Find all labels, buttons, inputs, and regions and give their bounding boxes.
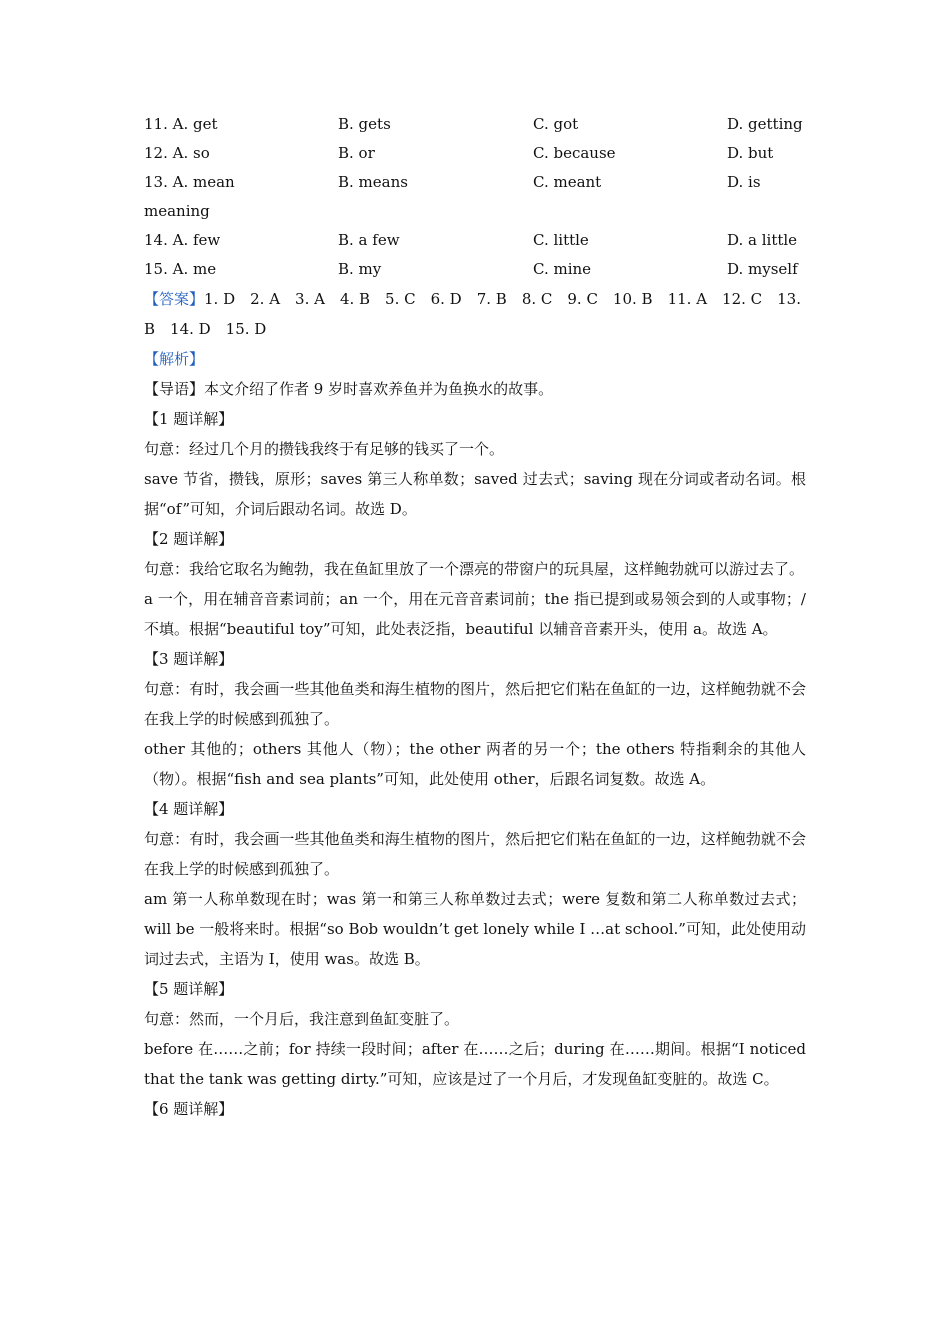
option-b: B. my: [338, 260, 382, 278]
detail-heading: 【4 题详解】: [144, 800, 234, 818]
option-a: 14. A. few: [144, 231, 221, 249]
option-c: C. got: [533, 115, 579, 133]
detail-2: [144, 524, 806, 644]
answer-line-1: 1. D 2. A 3. A 4. B 5. C 6. D 7. B 8. C 9. C 10. B 11. A 12. C 13.: [204, 290, 801, 308]
detail-sentence: 句意：有时，我会画一些其他鱼类和海生植物的图片，然后把它们粘在鱼缸的一边，这样鲍勃就不会在我上学的时候感到孤独了。: [144, 830, 806, 878]
detail-heading: 【2 题详解】: [144, 530, 234, 548]
answer-tag: 【答案】: [144, 290, 205, 308]
detail-sentence: 句意：有时，我会画一些其他鱼类和海生植物的图片，然后把它们粘在鱼缸的一边，这样鲍勃就不会在我上学的时候感到孤独了。: [144, 680, 806, 728]
answer-line-2: B 14. D 15. D: [144, 320, 267, 338]
detail-4: [144, 794, 806, 974]
option-d: D. getting: [727, 115, 803, 133]
option-d: D. myself: [727, 260, 798, 278]
detail-6-heading: 【6 题详解】: [144, 1100, 234, 1118]
option-c: C. little: [533, 231, 589, 249]
option-b: B. or: [338, 144, 375, 162]
answer-key-cont: [144, 314, 806, 344]
option-a: 15. A. me: [144, 260, 217, 278]
option-a: 12. A. so: [144, 144, 210, 162]
detail-explanation: a 一个，用在辅音音素词前；an 一个，用在元音音素词前；the 指已提到或易领会到的人或事物；/不填。根据“beautiful toy”可知，此处表泛指，beautiful 以辅音音素开头，使用 a。故选 A。: [144, 590, 806, 638]
question-13-wrap: [144, 197, 806, 226]
question-14: [144, 226, 806, 255]
option-c: C. mine: [533, 260, 592, 278]
answer-key: [144, 284, 806, 314]
detail-sentence: 句意：我给它取名为鲍勃，我在鱼缸里放了一个漂亮的带窗户的玩具屋，这样鲍勃就可以游过去了。: [144, 560, 805, 578]
detail-explanation: am 第一人称单数现在时；was 第一和第三人称单数过去式；were 复数和第二人称单数过去式；will be 一般将来时。根据“so Bob wouldn’t get lonely while I …at school.”可知，此处使用动词过去式，主语为 I，使用 was。故选 B。: [144, 890, 806, 968]
detail-sentence: 句意：然而，一个月后，我注意到鱼缸变脏了。: [144, 1010, 460, 1028]
question-11: [144, 110, 806, 139]
detail-heading: 【3 题详解】: [144, 650, 234, 668]
option-b: B. means: [338, 173, 408, 191]
detail-3: [144, 644, 806, 794]
detail-explanation: other 其他的；others 其他人（物）；the other 两者的另一个；the others 特指剩余的其他人（物）。根据“fish and sea plants”可知，此处使用 other，后跟名词复数。故选 A。: [144, 740, 806, 788]
detail-5: [144, 974, 806, 1094]
detail-1: [144, 404, 806, 524]
question-15: [144, 255, 806, 284]
question-12: [144, 139, 806, 168]
analysis-tag: 【解析】: [144, 350, 205, 368]
detail-heading: 【5 题详解】: [144, 980, 234, 998]
question-13: [144, 168, 806, 197]
option-d: D. but: [727, 144, 774, 162]
detail-heading: 【1 题详解】: [144, 410, 234, 428]
option-a: 11. A. get: [144, 115, 218, 133]
document-page: [144, 110, 806, 1124]
option-c: C. meant: [533, 173, 602, 191]
detail-sentence: 句意：经过几个月的攒钱我终于有足够的钱买了一个。: [144, 440, 505, 458]
intro-text: 【导语】本文介绍了作者 9 岁时喜欢养鱼并为鱼换水的故事。: [144, 380, 554, 398]
detail-explanation: before 在……之前；for 持续一段时间；after 在……之后；during 在……期间。根据“I noticed that the tank was getting dirty.”可知，应该是过了一个月后，才发现鱼缸变脏的。故选 C。: [144, 1040, 806, 1088]
option-d: D. a little: [727, 231, 798, 249]
option-c: C. because: [533, 144, 616, 162]
option-b: B. gets: [338, 115, 391, 133]
option-a: 13. A. mean: [144, 173, 235, 191]
option-d: D. is: [727, 173, 761, 191]
detail-explanation: save 节省，攒钱，原形；saves 第三人称单数；saved 过去式；saving 现在分词或者动名词。根据“of”可知，介词后跟动名词。故选 D。: [144, 470, 806, 518]
option-d-continuation: meaning: [144, 202, 210, 220]
option-b: B. a few: [338, 231, 400, 249]
